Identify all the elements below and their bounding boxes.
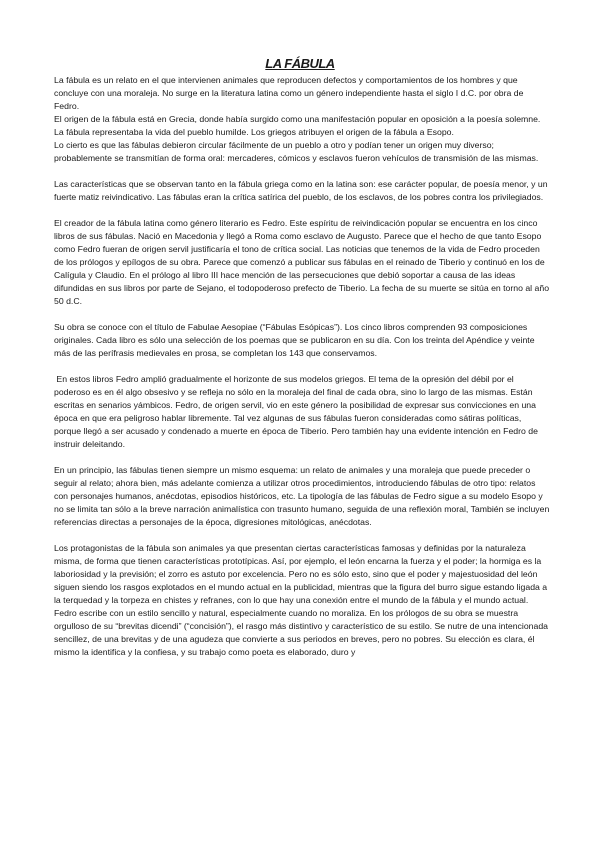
paragraph-themes: En estos libros Fedro amplió gradualmente el horizonte de sus modelos griegos. El tema de la opresión del débil por el poderoso es en él algo obsesivo y se refleja no sólo en la moraleja del final de cada obra, sino lo largo de las mismas. Están escritas en senarios yámbicos. Fedro, de origen servil, vio en este género la posibilidad de expresar sus convicciones en una época en que era peligroso hablar libremente. Tal vez algunas de sus fábulas fueron consideradas como sátiras políticas, porque llegó a ser acusado y condenado a muerte en época de Tiberio. Pero también hay una evidente intención en Fedro de instruir deleitando. [54,374,538,449]
paragraph-protagonists: Los protagonistas de la fábula son animales ya que presentan ciertas características famosas y definidas por la naturaleza misma, de forma que tienen características prototípicas. Así, por ejemplo, el león encarna la fuerza y el poder; la hormiga es la laboriosidad y la previsión; el zorro es astuto por excelencia. Pero no es sólo esto, sino que el poder y majestuosidad del león siguen siendo los rasgos explotados en el mundo actual en la publicidad, mientras que la figura del burro sigue estando ligada a la terquedad y la torpeza en chistes y refranes, con lo que hay una conexión entre el mundo de la fábula y el mundo actual. Fedro escribe con un estilo sencillo y natural, especialmente cuando no moraliza. En los prólogos de su obra se muestra orgulloso de su “brevitas dicendi” (“concisión”), el rasgo más distintivo y característico de su estilo. Se nutre de una intencionada sencillez, de una brevitas y de una agudeza que convierte a sus periodos en breves, pero no pobres. Su elección es clara, él mismo la identifica y la confiesa, y su trabajo como poeta es elaborado, duro y [54,543,548,657]
paragraph-fedro-creator: El creador de la fábula latina como género literario es Fedro. Este espíritu de reivindicación popular se encuentra en los cinco libros de sus fábulas. Nació en Macedonia y llegó a Roma como esclavo de Augusto. Parece que el hecho de que tanto Esopo como Fedro fueran de origen servil justificaría el tono de crítica social. Las noticias que tenemos de la vida de Fedro proceden de los prólogos y epílogos de su obra. Parece que comenzó a publicar sus fábulas en el reinado de Tiberio y continuó en los de Calígula y Claudio. En el prólogo al libro III hace mención de las persecuciones que debió soportar a causa de las ideas difundidas en sus libros por parte de Sejano, el todopoderoso prefecto de Tiberio. La fecha de su muerte se sitúa en torno al año 50 d.C. [54,218,550,306]
paragraph-fabulae-aesopiae: Su obra se conoce con el título de Fabulae Aesopiae (“Fábulas Esópicas”). Los cinco libros comprenden 93 composiciones originales. Cada libro es sólo una selección de los poemas que se publicaron en su día. Con los treinta del Apéndice y veinte más de las perífrasis medievales en prosa, se completan los 143 que conservamos. [54,322,535,358]
paragraph-characteristics: Las características que se observan tanto en la fábula griega como en la latina son: ese carácter popular, de poesía menor, y un fuerte matiz reivindicativo. Las fábulas eran la crítica satírica del pueblo, de los esclavos, de los pobres contra los privilegiados. [54,179,548,202]
paragraph-structure: En un principio, las fábulas tienen siempre un mismo esquema: un relato de animales y una moraleja que puede preceder o seguir al relato; ahora bien, más adelante comienza a utilizar otros procedimientos, introduciendo fábulas de otro tipo: relatos con personajes humanos, anécdotas, episodios históricos, etc. La tipología de las fábulas de Fedro sigue a su modelo Esopo y no se limita tan sólo a la breve narración animalística con trasunto humano, seguida de una reflexión moral, También se incluyen referencias directas a personajes de la época, digresiones mitológicas, anécdotas. [54,465,550,527]
paragraph-transmission: Lo cierto es que las fábulas debieron circular fácilmente de un pueblo a otro y podían tener un origen muy diverso; probablemente se transmitían de forma oral: mercaderes, cómicos y esclavos fueron vehículos de transmisión de las mismas. [54,140,539,163]
document-title: LA FÁBULA [265,56,335,71]
paragraph-greek-origin: El origen de la fábula está en Grecia, donde había surgido como una manifestación popular en oposición a la poesía solemne. La fábula representaba la vida del pueblo humilde. Los griegos atribuyen el origen de la fábula a Esopo. [54,114,541,137]
document-body [54,74,550,659]
paragraph-definition: La fábula es un relato en el que intervienen animales que reproducen defectos y comportamientos de los hombres y que concluye con una moraleja. No surge en la literatura latina como un género independiente hasta el siglo I d.C. por obra de Fedro. [54,75,524,111]
